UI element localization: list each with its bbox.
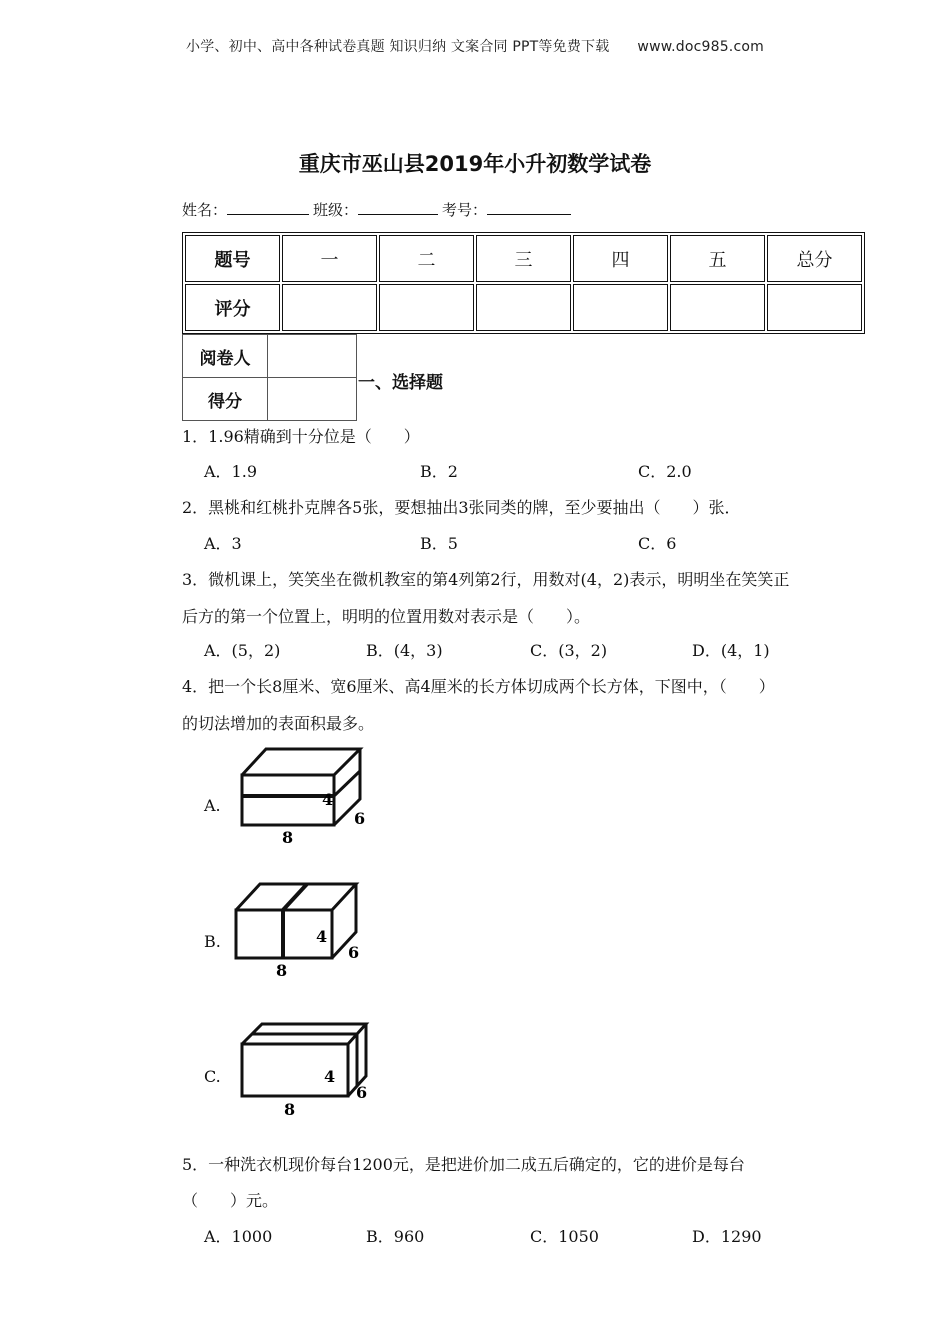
question-4-line-2: 的切法增加的表面积最多。 xyxy=(182,714,375,733)
score-cell[interactable] xyxy=(573,284,668,331)
page-title: 重庆市巫山县2019年小升初数学试卷 xyxy=(298,152,652,176)
question-3-line-2: 后方的第一个位置上，明明的位置用数对表示是（ ）。 xyxy=(182,607,591,626)
grader-cell[interactable] xyxy=(268,335,357,378)
score-cell[interactable] xyxy=(670,284,765,331)
q4-figure-b-box xyxy=(230,880,370,980)
fig-b-length-label: 8 xyxy=(276,961,288,980)
q4-figure-a-box xyxy=(236,745,376,847)
q5-option-a[interactable]: A．1000 xyxy=(204,1227,273,1246)
score-cell[interactable] xyxy=(476,284,571,331)
fig-c-length-label: 8 xyxy=(284,1100,296,1119)
q3-option-c[interactable]: C．(3，2) xyxy=(530,641,608,660)
question-3-line-1: 3．微机课上，笑笑坐在微机教室的第4列第2行，用数对(4，2)表示，明明坐在笑笑正 xyxy=(182,570,790,589)
fig-a-width-label: 6 xyxy=(354,809,366,828)
score-header-cell: 四 xyxy=(573,235,668,282)
score-header-cell: 五 xyxy=(670,235,765,282)
header-text: 小学、初中、高中各种试卷真题 知识归纳 文案合同 PPT等免费下载 xyxy=(186,39,610,55)
score-row-label: 评分 xyxy=(185,284,280,331)
score-header-cell: 题号 xyxy=(185,235,280,282)
q1-option-a[interactable]: A．1.9 xyxy=(204,462,258,481)
fig-c-width-label: 6 xyxy=(356,1083,368,1102)
q3-option-d[interactable]: D．(4，1) xyxy=(692,641,770,660)
score-table-header-row xyxy=(185,235,862,282)
question-2: 2．黑桃和红桃扑克牌各5张，要想抽出3张同类的牌，至少要抽出（ ）张． xyxy=(182,498,741,517)
q3-option-b[interactable]: B．(4，3) xyxy=(366,641,443,660)
grader-table xyxy=(182,334,357,421)
grader-score-label: 得分 xyxy=(183,378,268,421)
q4-figure-b-label[interactable]: B. xyxy=(204,932,221,951)
name-blank[interactable] xyxy=(227,200,309,215)
fig-c-height-label: 4 xyxy=(324,1067,336,1086)
q2-option-b[interactable]: B．5 xyxy=(420,534,458,553)
question-4-line-1: 4．把一个长8厘米、宽6厘米、高4厘米的长方体切成两个长方体，下图中，（ ） xyxy=(182,677,775,696)
question-5-line-1: 5．一种洗衣机现价每台1200元，是把进价加二成五后确定的，它的进价是每台 xyxy=(182,1155,745,1174)
score-table xyxy=(182,232,865,334)
q5-option-b[interactable]: B．960 xyxy=(366,1227,425,1246)
student-info xyxy=(182,199,571,220)
q1-option-c[interactable]: C．2.0 xyxy=(638,462,692,481)
score-cell[interactable] xyxy=(767,284,862,331)
name-label: 姓名： xyxy=(182,201,228,219)
q2-option-a[interactable]: A．3 xyxy=(204,534,242,553)
question-5-line-2: （ ）元。 xyxy=(182,1191,279,1210)
exam-no-label: 考号： xyxy=(442,201,488,219)
q4-figure-c-label[interactable]: C. xyxy=(204,1067,221,1086)
q2-option-c[interactable]: C．6 xyxy=(638,534,677,553)
class-blank[interactable] xyxy=(358,200,438,215)
score-header-cell: 总分 xyxy=(767,235,862,282)
score-cell[interactable] xyxy=(379,284,474,331)
exam-no-blank[interactable] xyxy=(487,200,571,215)
section-title: 一、选择题 xyxy=(358,373,443,393)
header-site-link[interactable]: www.doc985.com xyxy=(637,39,764,55)
grader-score-cell[interactable] xyxy=(268,378,357,421)
q5-option-d[interactable]: D．1290 xyxy=(692,1227,762,1246)
grader-label: 阅卷人 xyxy=(183,335,268,378)
score-cell[interactable] xyxy=(282,284,377,331)
fig-a-length-label: 8 xyxy=(282,828,294,847)
score-header-cell: 二 xyxy=(379,235,474,282)
q5-option-c[interactable]: C．1050 xyxy=(530,1227,599,1246)
score-header-cell: 三 xyxy=(476,235,571,282)
fig-a-height-label: 4 xyxy=(322,790,334,809)
score-table-score-row xyxy=(185,284,862,331)
class-label: 班级： xyxy=(313,201,359,219)
fig-b-width-label: 6 xyxy=(348,943,360,962)
q3-option-a[interactable]: A．(5，2) xyxy=(204,641,281,660)
q4-figure-a-label[interactable]: A. xyxy=(204,796,221,815)
q4-figure-c-box xyxy=(236,1020,376,1120)
question-1: 1．1.96精确到十分位是（ ） xyxy=(182,427,420,446)
fig-b-height-label: 4 xyxy=(316,927,328,946)
score-header-cell: 一 xyxy=(282,235,377,282)
page-header xyxy=(0,36,950,56)
q1-option-b[interactable]: B．2 xyxy=(420,462,458,481)
